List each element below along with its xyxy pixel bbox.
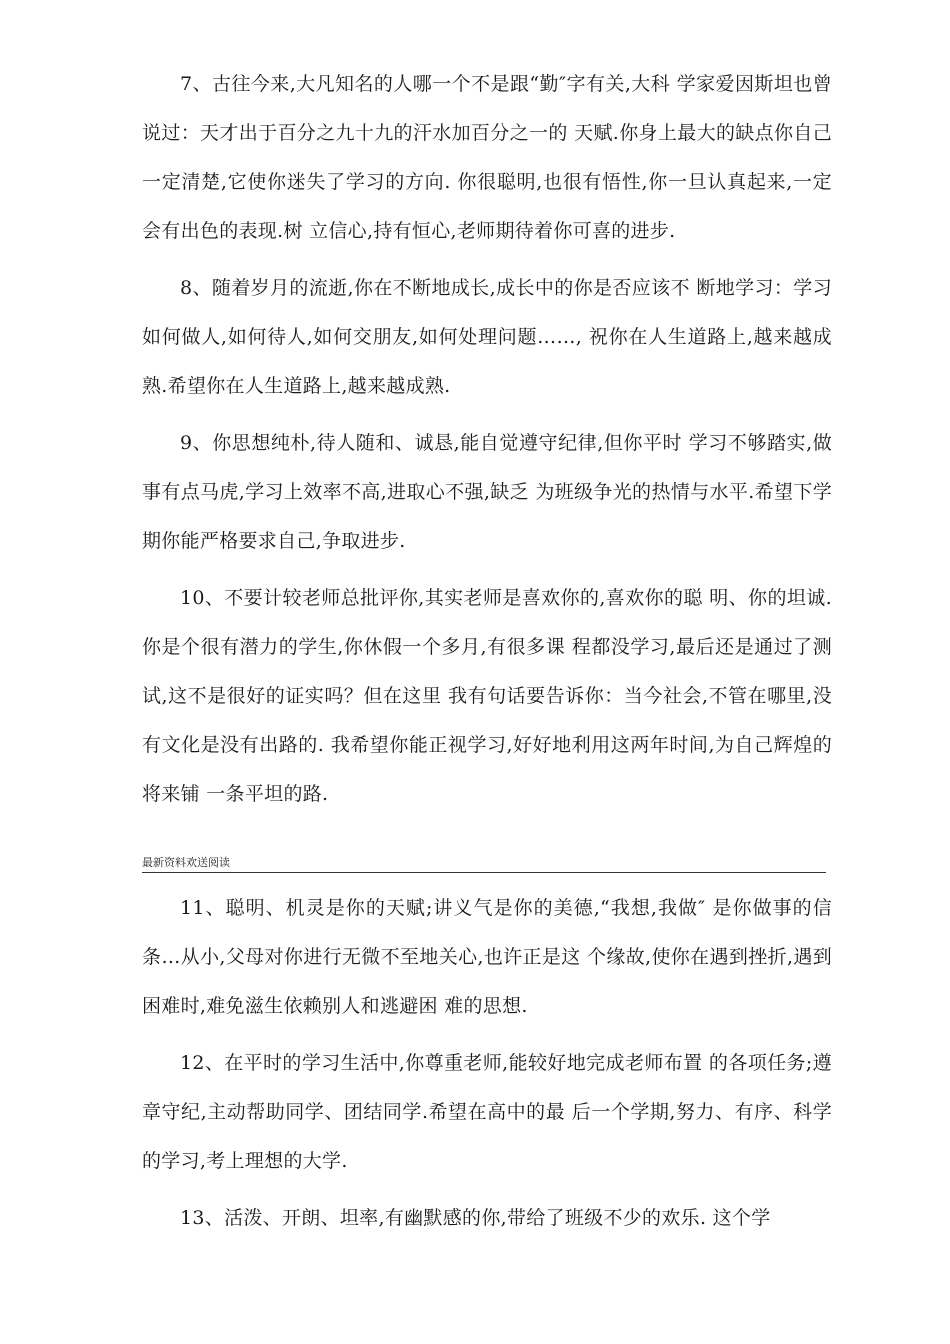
comments-section-top <box>142 60 832 827</box>
comment-paragraph-11: 11、聪明、机灵是你的天赋;讲义气是你的美德,“我想,我做″ 是你做事的信条…从小,父母对你进行无微不至地关心,也许正是这 个缘故,使你在遇到挫折,遇到困难时,难免滋生依赖别人和逃避困 难的思想. <box>142 897 832 1017</box>
comments-section-bottom <box>142 884 832 1251</box>
page-footer-note: 最新资料欢送阅读 <box>142 856 230 869</box>
comment-paragraph-12: 12、在平时的学习生活中,你尊重老师,能较好地完成老师布置 的各项任务;遵章守纪,主动帮助同学、团结同学.希望在高中的最 后一个学期,努力、有序、科学的学习,考上理想的大学. <box>142 1052 832 1172</box>
comment-paragraph-9: 9、你思想纯朴,待人随和、诚恳,能自觉遵守纪律,但你平时 学习不够踏实,做事有点马虎,学习上效率不高,进取心不强,缺乏 为班级争光的热情与水平.希望下学期你能严格要求自己,争取进步. <box>142 432 832 552</box>
comment-paragraph-13: 13、活泼、开朗、坦率,有幽默感的你,带给了班级不少的欢乐. 这个学 <box>180 1207 771 1229</box>
comment-paragraph-7: 7、古往今来,大凡知名的人哪一个不是跟“勤″字有关,大科 学家爱因斯坦也曾说过：天才出于百分之九十九的汗水加百分之一的 天赋.你身上最大的缺点你自己一定清楚,它使你迷失了学习的方向. 你很聪明,也很有悟性,你一旦认真起来,一定会有出色的表现.树 立信心,持有恒心,老师期待着你可喜的进步. <box>142 73 832 242</box>
comment-paragraph-8: 8、随着岁月的流逝,你在不断地成长,成长中的你是否应该不 断地学习：学习如何做人,如何待人,如何交朋友,如何处理问题……, 祝你在人生道路上,越来越成熟.希望你在人生道路上,越来越成熟. <box>142 277 832 397</box>
page-divider <box>142 872 826 873</box>
comment-paragraph-10: 10、不要计较老师总批评你,其实老师是喜欢你的,喜欢你的聪 明、你的坦诚.你是个很有潜力的学生,你休假一个多月,有很多课 程都没学习,最后还是通过了测试,这不是很好的证实吗？但在这里 我有句话要告诉你：当今社会,不管在哪里,没有文化是没有出路的. 我希望你能正视学习,好好地利用这两年时间,为自己辉煌的将来铺 一条平坦的路. <box>142 587 832 805</box>
